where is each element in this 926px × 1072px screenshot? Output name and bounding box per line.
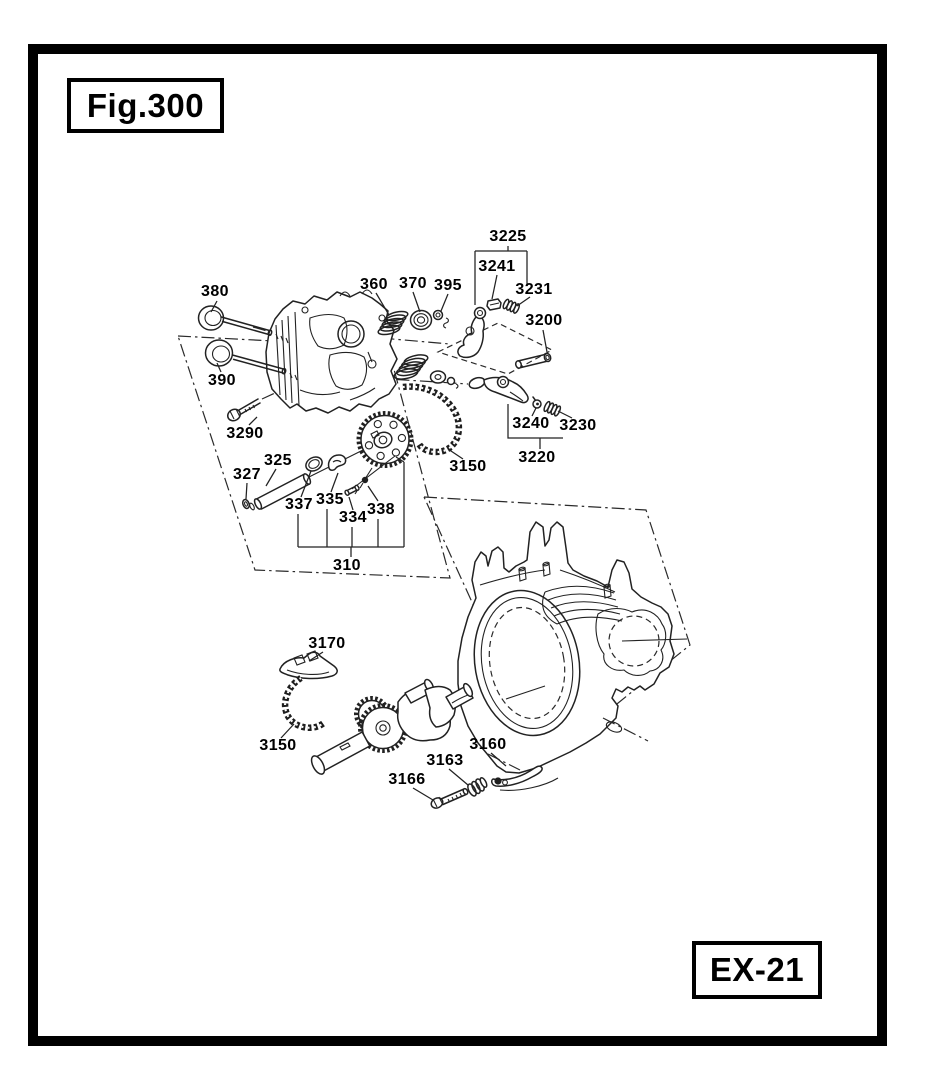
callout-3150-crank: 3150 [259,737,297,754]
model-code-box: EX-21 [692,941,822,999]
figure-number-box: Fig.300 [67,78,224,133]
callout-3230: 3230 [559,417,597,434]
callout-335: 335 [316,491,344,508]
callout-3290: 3290 [226,425,264,442]
callout-334: 334 [339,509,367,526]
callout-395: 395 [434,277,462,294]
callout-3166: 3166 [388,771,426,788]
diagram-border-frame [28,44,887,1046]
callout-337: 337 [285,496,313,513]
callout-3160: 3160 [469,736,507,753]
callout-3170: 3170 [308,635,346,652]
callout-390: 390 [208,372,236,389]
callout-3225: 3225 [489,228,527,245]
callout-3231: 3231 [515,281,553,298]
callout-3240: 3240 [512,415,550,432]
callout-360: 360 [360,276,388,293]
callout-310: 310 [333,557,361,574]
callout-380: 380 [201,283,229,300]
callout-325: 325 [264,452,292,469]
callout-327: 327 [233,466,261,483]
callout-370: 370 [399,275,427,292]
callout-3200: 3200 [525,312,563,329]
callout-3241: 3241 [478,258,516,275]
callout-3150-cam: 3150 [449,458,487,475]
callout-3220: 3220 [518,449,556,466]
callout-3163: 3163 [426,752,464,769]
callout-338: 338 [367,501,395,518]
